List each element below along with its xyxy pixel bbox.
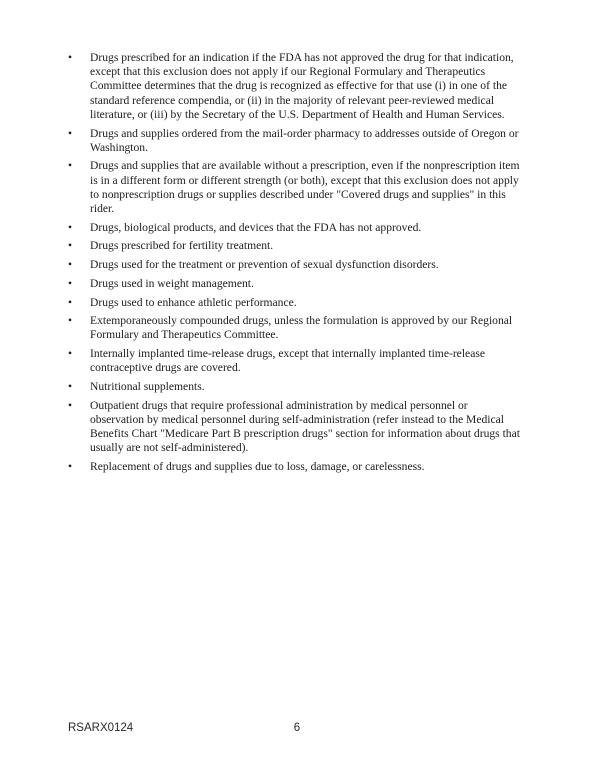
exclusions-bullet-list — [68, 51, 520, 479]
bullet-icon: • — [68, 398, 73, 412]
bullet-icon: • — [68, 460, 73, 474]
bullet-icon: • — [68, 295, 73, 309]
list-item-text: Nutritional supplements. — [90, 380, 205, 394]
page-footer — [0, 722, 600, 738]
list-item — [68, 258, 520, 272]
bullet-icon: • — [68, 220, 73, 234]
list-item-text: Extemporaneously compounded drugs, unless the formulation is approved by our Regional Formulary and Therapeutics Committee. — [90, 314, 513, 342]
list-item-text: Drugs prescribed for fertility treatment. — [90, 239, 274, 253]
bullet-icon: • — [68, 258, 73, 272]
list-item — [68, 347, 520, 375]
list-item — [68, 460, 520, 474]
bullet-icon: • — [68, 380, 73, 394]
page-number: 6 — [293, 722, 301, 734]
list-item — [68, 314, 520, 342]
bullet-icon: • — [68, 276, 73, 290]
list-item — [68, 159, 520, 216]
list-item-text: Drugs used for the treatment or prevention of sexual dysfunction disorders. — [90, 258, 439, 272]
list-item-text: Replacement of drugs and supplies due to loss, damage, or carelessness. — [90, 460, 425, 474]
list-item-text: Drugs prescribed for an indication if the FDA has not approved the drug for that indication, except that this exclusion does not apply if our Regional Formulary and Therapeutics Committee determines that the drug is recognized as effective for that use (i) in one of the standard reference compendia, or (ii) in the majority of relevant peer-reviewed medical literature, or (iii) by the Secretary of the U.S. Department of Health and Human Services. — [90, 51, 514, 121]
list-item — [68, 127, 520, 155]
list-item — [68, 239, 520, 253]
bullet-icon: • — [68, 347, 73, 361]
list-item-text: Drugs and supplies ordered from the mail-order pharmacy to addresses outside of Oregon or Washington. — [90, 126, 519, 154]
list-item — [68, 277, 520, 291]
list-item-text: Drugs used to enhance athletic performance. — [90, 295, 297, 309]
list-item — [68, 296, 520, 310]
bullet-icon: • — [68, 51, 73, 64]
list-item-text: Internally implanted time-release drugs, except that internally implanted time-release contraceptive drugs are covered. — [90, 347, 485, 375]
document-id: RSARX0124 — [68, 722, 134, 734]
list-item — [68, 221, 520, 235]
list-item-text: Drugs, biological products, and devices that the FDA has not approved. — [90, 220, 422, 234]
bullet-icon: • — [68, 159, 73, 173]
list-item — [68, 51, 520, 122]
list-item — [68, 399, 520, 456]
bullet-icon: • — [68, 126, 73, 140]
bullet-icon: • — [68, 239, 73, 253]
list-item-text: Drugs and supplies that are available without a prescription, even if the nonprescription item is in a different form or different strength (or both), except that this exclusion does not apply to nonprescription drugs or supplies described under "Covered drugs and supplies" in this rider. — [90, 159, 520, 216]
list-item — [68, 380, 520, 394]
list-item-text: Drugs used in weight management. — [90, 276, 254, 290]
bullet-icon: • — [68, 314, 73, 328]
list-item-text: Outpatient drugs that require professional administration by medical personnel or observation by medical personnel during self-administration (refer instead to the Medical Benefits Chart "Medicare Part B prescription drugs" section for information about drugs that usually are not self-administered). — [90, 398, 520, 455]
